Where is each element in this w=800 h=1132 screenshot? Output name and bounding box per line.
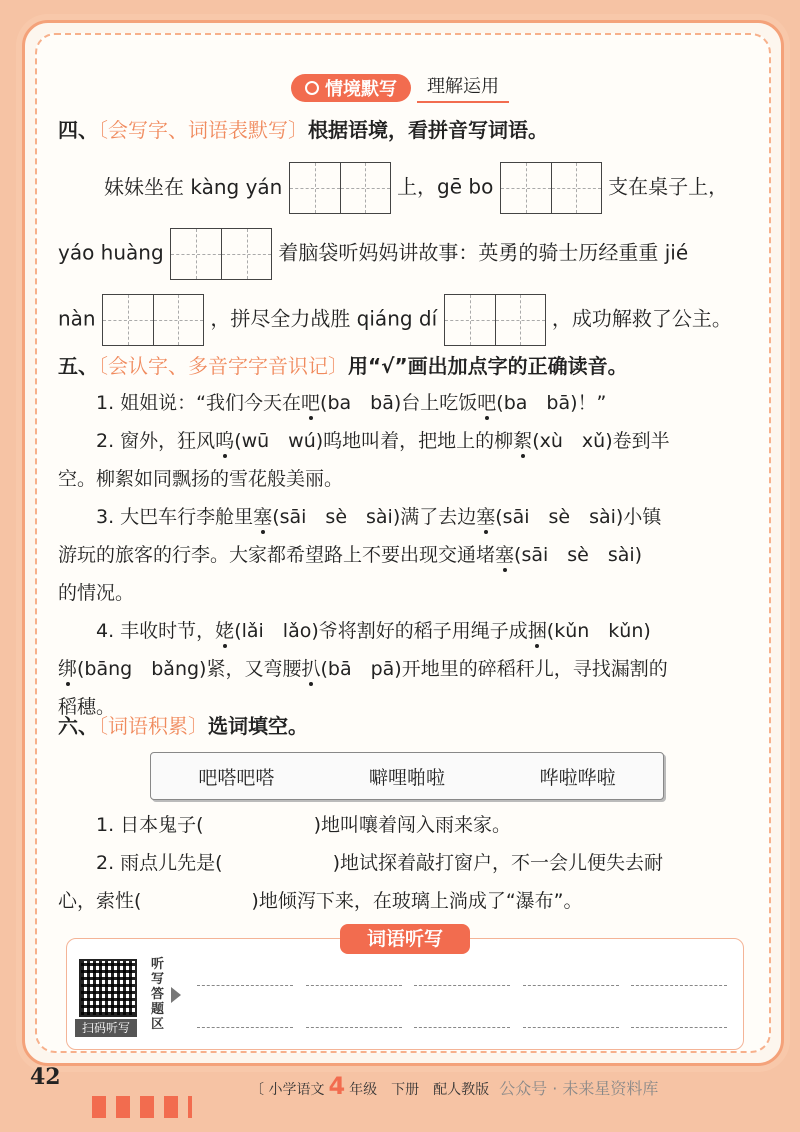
- word-bank: [150, 752, 664, 800]
- s5-q4-cont: [58, 650, 748, 688]
- s5-q4-end: 稻穗。: [58, 696, 116, 718]
- section-5-number: 五、: [58, 354, 98, 378]
- s6-q2-cont: 心，索性( )地倾泻下来，在玻璃上淌成了“瀑布”。: [58, 890, 583, 912]
- section-header: [0, 73, 800, 103]
- section-4-number: 四、: [58, 118, 98, 142]
- s6-q1: 1. 日本鬼子( )地叫嚷着闯入雨来家。: [96, 814, 512, 836]
- answer-area-label: 听写答题区: [151, 957, 165, 1032]
- section-6-heading: [58, 708, 748, 744]
- dotted-char: 吧: [477, 392, 497, 414]
- word-option: 噼哩啪啦: [368, 766, 445, 789]
- pinyin-options[interactable]: (sāi sè sài): [514, 544, 643, 566]
- answer-boxes-jienan[interactable]: [102, 294, 204, 346]
- pinyin-options[interactable]: (lǎi lǎo)爷将割好的稻子用绳子成: [234, 620, 528, 642]
- footer-grade: 4: [328, 1072, 346, 1100]
- pinyin-options[interactable]: (ba bā)台上吃饭: [320, 392, 478, 414]
- section-6-title: 选词填空。: [208, 714, 308, 738]
- footer-watermark: 公众号 · 未来星资料库: [499, 1079, 659, 1098]
- s4-text: 支在桌子上，: [608, 174, 729, 199]
- dictation-line-2[interactable]: [197, 1027, 727, 1028]
- answer-boxes-qiangdi[interactable]: [444, 294, 546, 346]
- section-5-tag: 〔会认字、多音字字音识记〕: [98, 354, 348, 378]
- s5-q2: 2. 窗外，狂风呜(wū wú)呜地叫着，把地上的柳絮(xù xǔ)卷到半: [96, 430, 670, 452]
- section-4-heading: [58, 112, 748, 148]
- section-6-questions: [58, 806, 748, 920]
- s5-q3-cont: 游玩的旅客的行李。大家都希望路上不要出现交通堵塞(sāi sè sài): [58, 544, 643, 566]
- pinyin-options[interactable]: (bā pā)开地里的碎稻秆儿，寻找漏割的: [320, 658, 668, 680]
- section-5: [58, 348, 748, 726]
- s5-q3: 3. 大巴车行李舱里塞(sāi sè sài)满了去边塞(sāi sè sài)小镇: [96, 506, 662, 528]
- section-6-number: 六、: [58, 714, 98, 738]
- s4-line-2: [58, 228, 748, 280]
- footer-info: [250, 1072, 658, 1100]
- s4-text: 妹妹坐在 kàng yán: [104, 174, 283, 199]
- s4-text: yáo huàng: [58, 240, 164, 265]
- qr-label: 扫码听写: [75, 1019, 137, 1037]
- s4-line-3: [58, 294, 748, 346]
- medal-icon: [305, 81, 319, 95]
- footer-grade-suffix: 年级 下册 配人教版: [349, 1082, 490, 1098]
- s5-q4: 4. 丰收时节，姥(lǎi lǎo)爷将割好的稻子用绳子成捆(kǔn kǔn): [96, 620, 651, 642]
- s4-text: 着脑袋听妈妈讲故事：英勇的骑士历经重重 jié: [278, 240, 689, 265]
- section-4: [58, 112, 748, 346]
- pinyin-options[interactable]: (wū wú)呜地叫着，把地上的柳: [234, 430, 514, 452]
- section-5-title: 用“√”画出加点字的正确读音。: [348, 354, 628, 378]
- dotted-char: 呜: [215, 430, 235, 452]
- dotted-char: 絮: [513, 430, 533, 452]
- pinyin-options[interactable]: (bāng bǎng)紧，又弯腰: [77, 658, 302, 680]
- pinyin-options[interactable]: (kǔn kǔn): [546, 620, 651, 642]
- header-subtitle: 理解运用: [417, 73, 509, 103]
- dotted-char: 姥: [215, 620, 235, 642]
- pinyin-options[interactable]: (sāi sè sài)小镇: [495, 506, 662, 528]
- s4-line-1: [58, 162, 748, 214]
- dotted-char: 扒: [301, 658, 321, 680]
- section-4-title: 根据语境，看拼音写词语。: [308, 118, 548, 142]
- dictation-line-1[interactable]: [197, 985, 727, 986]
- answer-boxes-kangyan[interactable]: [289, 162, 391, 214]
- dotted-char: 塞: [253, 506, 273, 528]
- dotted-char: 塞: [476, 506, 496, 528]
- answer-boxes-gebo[interactable]: [500, 162, 602, 214]
- s5-q2-cont: 空。柳絮如同飘扬的雪花般美丽。: [58, 468, 344, 490]
- pinyin-options[interactable]: (xù xǔ)卷到半: [532, 430, 670, 452]
- dotted-char: 绑: [58, 658, 78, 680]
- section-6-tag: 〔词语积累〕: [98, 714, 208, 738]
- dotted-char: 塞: [495, 544, 515, 566]
- dictation-panel: [66, 938, 744, 1050]
- footer-stripes: [92, 1096, 192, 1118]
- s4-text: 上，gē bo: [397, 174, 494, 199]
- word-option: 哗啦哗啦: [539, 766, 616, 789]
- page-number: 42: [30, 1064, 61, 1090]
- s5-q1: 1. 姐姐说：“我们今天在吧(ba bā)台上吃饭吧(ba bā)！”: [96, 392, 607, 414]
- section-4-tag: 〔会写字、词语表默写〕: [98, 118, 308, 142]
- pinyin-options[interactable]: (ba bā)！”: [496, 392, 607, 414]
- section-5-heading: [58, 348, 748, 384]
- section-6: [58, 708, 748, 744]
- dotted-char: 捆: [527, 620, 547, 642]
- dotted-char: 吧: [301, 392, 321, 414]
- qr-code-icon[interactable]: [79, 959, 137, 1017]
- header-badge-label: 情境默写: [325, 79, 397, 100]
- s4-text: ，拼尽全力战胜 qiáng dí: [210, 306, 438, 331]
- dictation-title: 词语听写: [340, 924, 470, 954]
- footer-subject: 〔 小学语文: [250, 1082, 325, 1098]
- pinyin-options[interactable]: (sāi sè sài)满了去边: [272, 506, 477, 528]
- word-option: 吧嗒吧嗒: [198, 766, 275, 789]
- answer-boxes-yaohuang[interactable]: [170, 228, 272, 280]
- s5-q3-end: 的情况。: [58, 582, 135, 604]
- header-badge: [291, 74, 411, 102]
- s4-text: nàn: [58, 306, 96, 331]
- s4-text: ，成功解救了公主。: [551, 306, 732, 331]
- s6-q2: 2. 雨点儿先是( )地试探着敲打窗户，不一会儿便失去耐: [96, 852, 664, 874]
- play-icon: [171, 987, 181, 1003]
